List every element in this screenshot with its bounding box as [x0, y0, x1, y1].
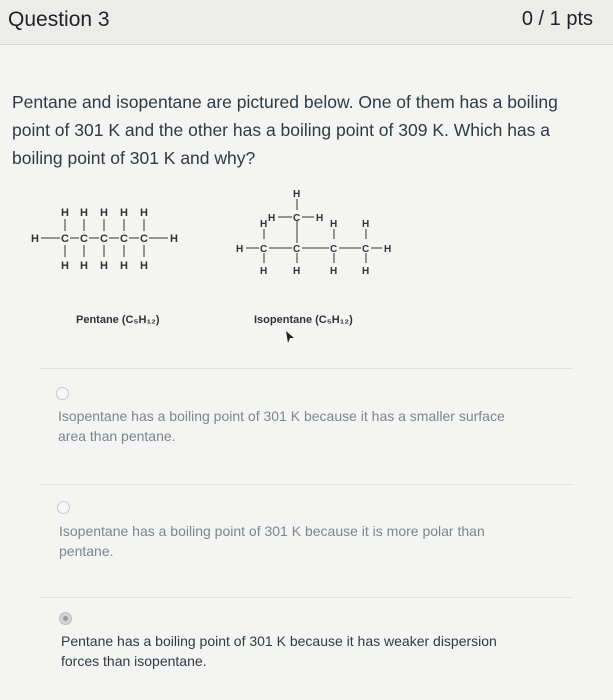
answer-divider [40, 484, 573, 485]
isopentane-structure-image [230, 186, 400, 284]
answer-3-text[interactable]: Pentane has a boiling point of 301 K because it has weaker dispersion forces than isopentane. [61, 633, 497, 669]
svg-text:H: H [120, 207, 128, 219]
answer-3-radio[interactable] [59, 612, 72, 625]
svg-text:H: H [100, 260, 108, 272]
svg-text:H: H [61, 207, 69, 219]
svg-text:C: C [330, 244, 338, 255]
svg-text:H: H [140, 260, 148, 272]
pentane-structure-image [28, 204, 208, 282]
pentane-top-hydrogens [61, 207, 148, 219]
svg-text:H: H [384, 244, 392, 255]
svg-text:H: H [31, 233, 39, 245]
question-title: Question 3 [8, 8, 110, 31]
svg-text:H: H [330, 266, 338, 277]
svg-text:H: H [260, 219, 268, 230]
svg-text:H: H [120, 260, 128, 272]
svg-text:H: H [316, 213, 324, 224]
svg-text:C: C [362, 244, 370, 255]
svg-text:H: H [293, 189, 301, 200]
svg-text:H: H [100, 207, 108, 219]
question-header [0, 0, 613, 45]
svg-text:H: H [61, 260, 69, 272]
svg-text:H: H [362, 266, 370, 277]
answer-2-text[interactable]: Isopentane has a boiling point of 301 K because it is more polar than pentane. [59, 523, 485, 559]
pentane-label: Pentane (C₅H₁₂) [76, 314, 160, 326]
svg-text:H: H [268, 213, 276, 224]
svg-text:C: C [293, 244, 301, 255]
svg-text:C: C [140, 233, 148, 245]
svg-text:C: C [61, 233, 69, 245]
answer-2-radio[interactable] [57, 501, 70, 514]
svg-text:H: H [362, 219, 370, 230]
svg-text:H: H [170, 233, 178, 245]
mouse-cursor-icon [284, 330, 296, 344]
svg-text:C: C [293, 213, 301, 224]
svg-text:C: C [80, 233, 88, 245]
svg-text:C: C [120, 233, 128, 245]
svg-text:C: C [260, 244, 268, 255]
svg-text:H: H [80, 260, 88, 272]
answer-1-radio[interactable] [56, 387, 69, 400]
question-points: 0 / 1 pts [521, 8, 593, 30]
isopentane-label: Isopentane (C₅H₁₂) [254, 314, 353, 326]
svg-text:H: H [293, 266, 301, 277]
svg-text:H: H [140, 207, 148, 219]
svg-text:C: C [100, 233, 108, 245]
question-text: Pentane and isopentane are pictured below. One of them has a boiling point of 301 K and the other has a boiling point of 309 K. Which has a boiling point of 301 K and why? [12, 92, 558, 168]
answer-divider [40, 368, 573, 369]
svg-text:H: H [80, 207, 88, 219]
answer-divider [40, 597, 573, 598]
answer-1-text[interactable]: Isopentane has a boiling point of 301 K because it has a smaller surface area than pentane. [58, 408, 505, 444]
svg-text:H: H [330, 219, 338, 230]
svg-text:H: H [236, 244, 244, 255]
svg-text:H: H [260, 266, 268, 277]
